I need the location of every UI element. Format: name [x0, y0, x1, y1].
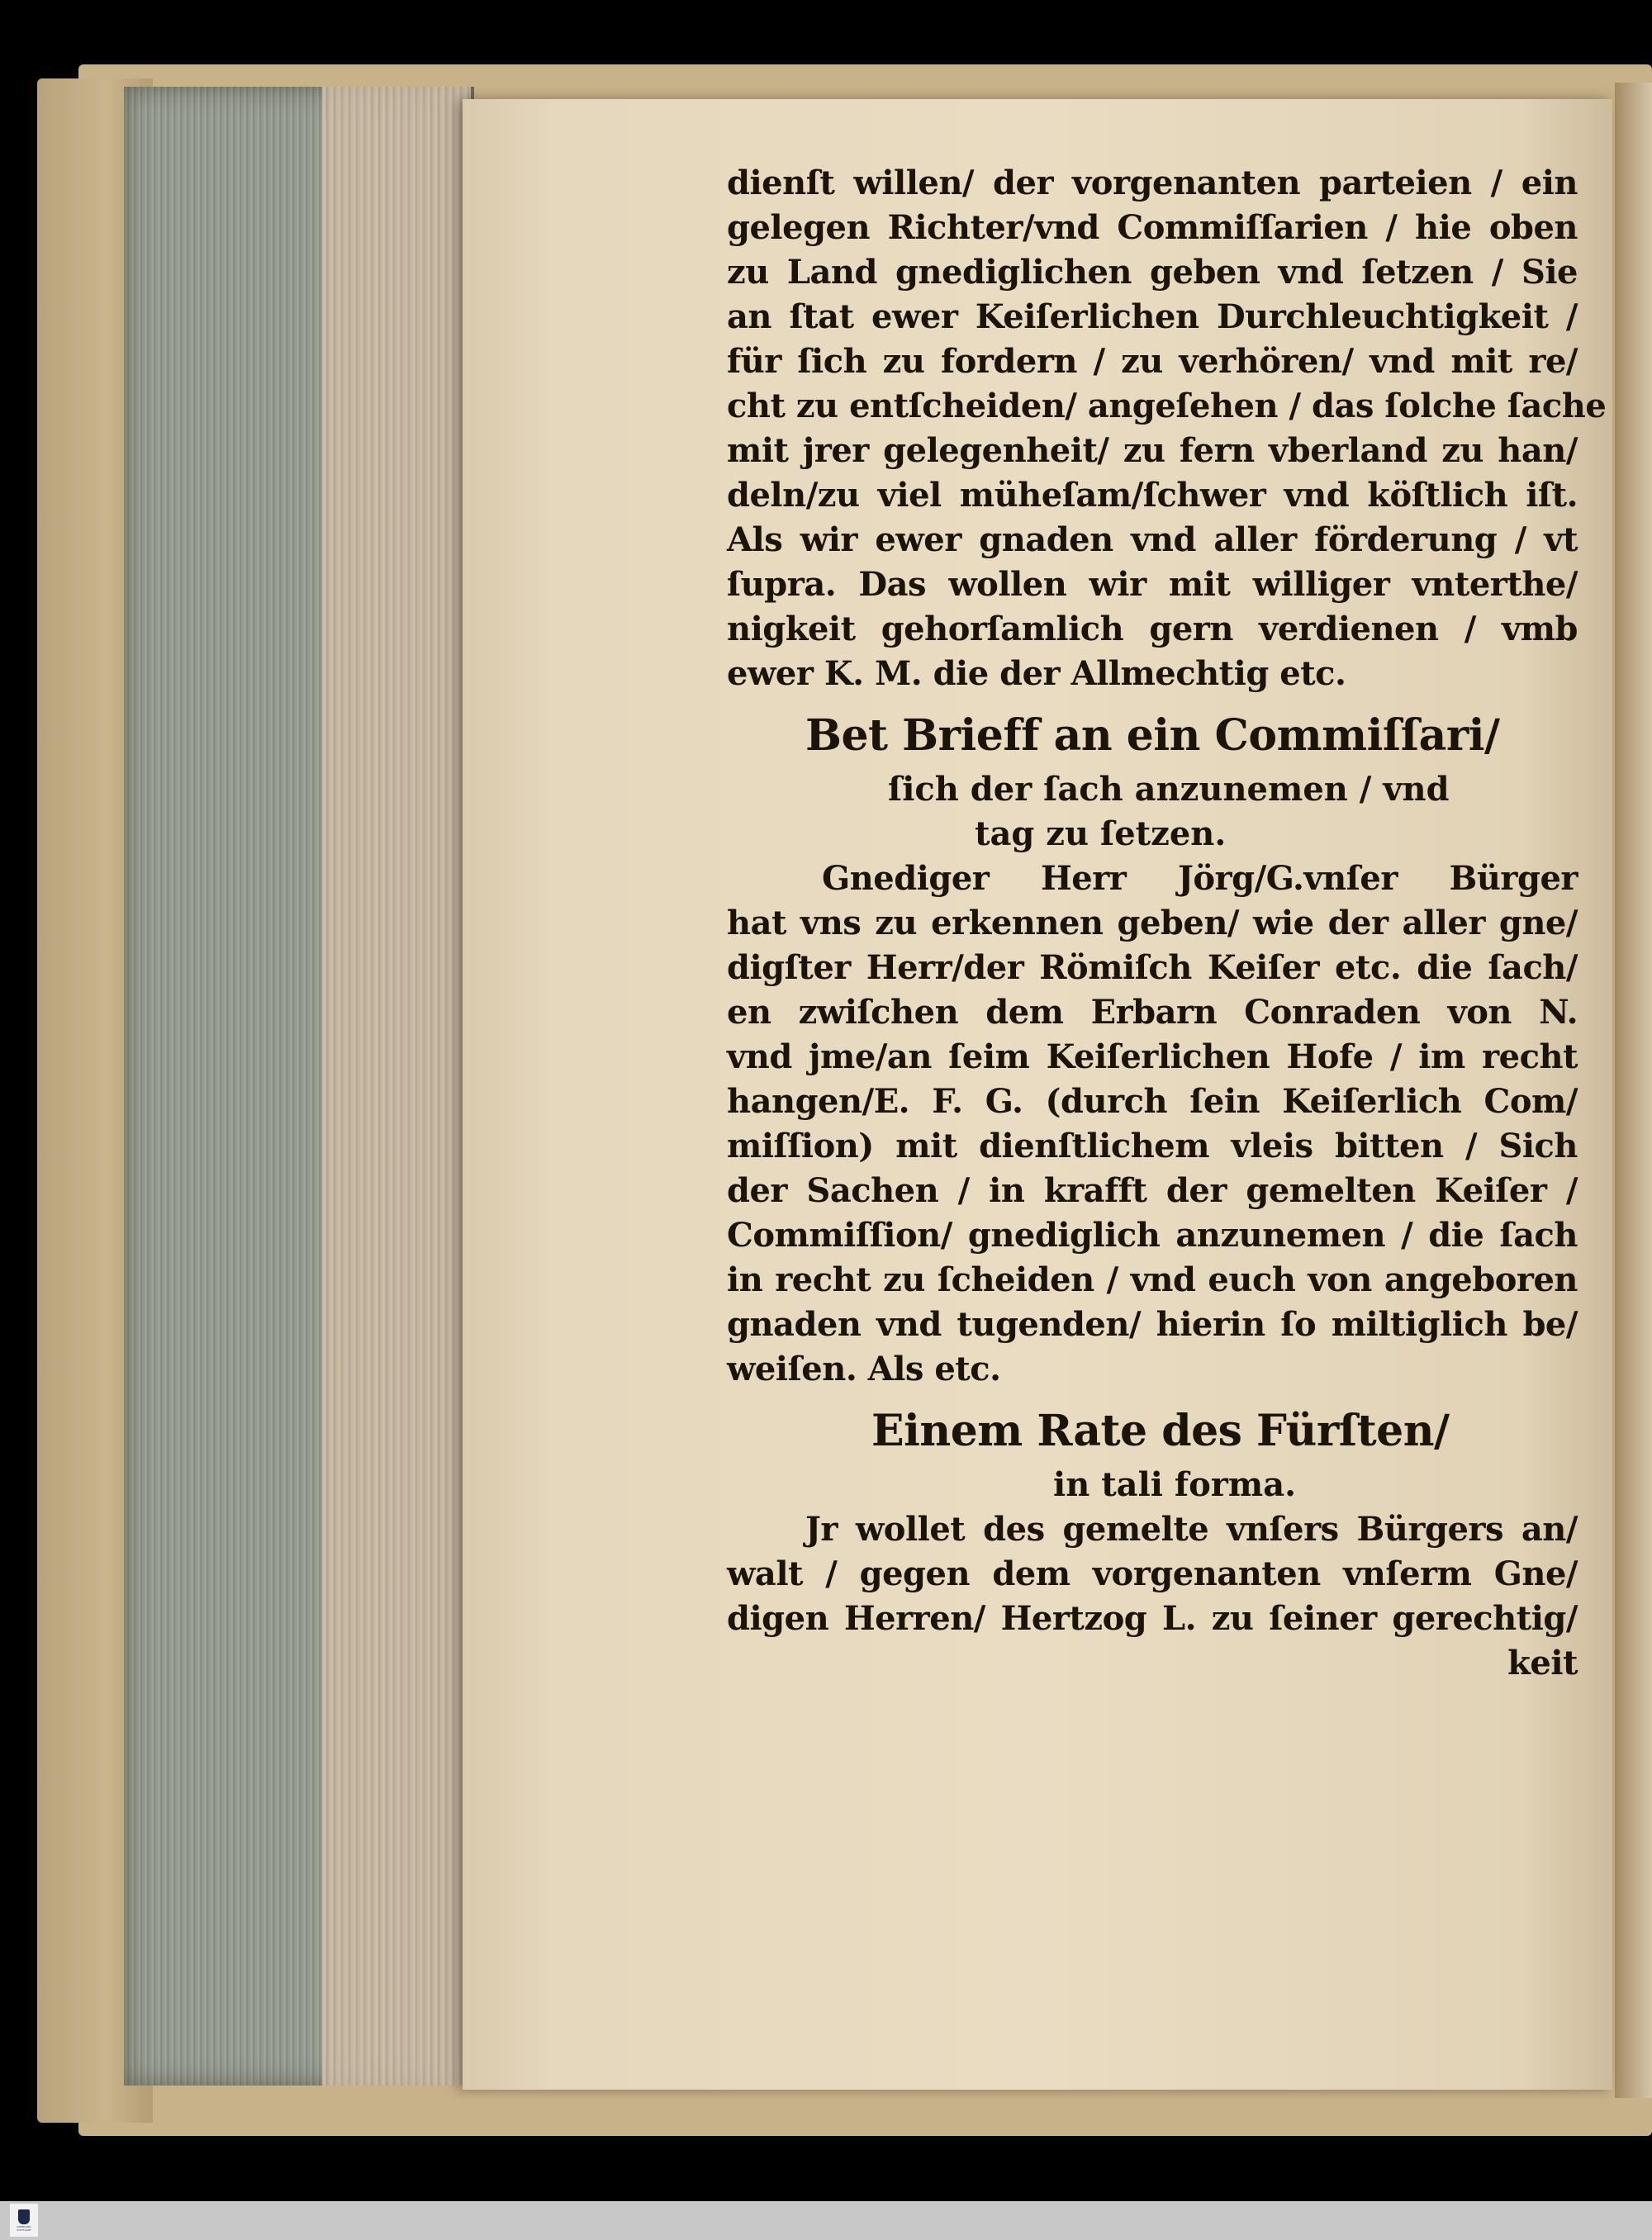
- section-heading: Bet Brieff an ein Commiſſari/: [805, 710, 1500, 761]
- page-block-edges-inner: [322, 87, 471, 2086]
- viewer-footer-bar: [0, 2201, 1652, 2240]
- text-line: Als wir ewer gnaden vnd aller förderung / vt: [727, 520, 1578, 559]
- section-subheading: in tali forma.: [1053, 1465, 1297, 1504]
- section-subheading: tag zu ſetzen.: [975, 814, 1227, 853]
- text-line: hangen/E. F. G. (durch ſein Keiſerlich Com/: [727, 1082, 1578, 1121]
- text-line: der Sachen / in krafft der gemelten Keiſer /: [727, 1171, 1578, 1210]
- text-line: digſter Herr/der Römiſch Keiſer etc. die ſach/: [727, 948, 1578, 987]
- section-heading: Einem Rate des Fürſten/: [871, 1406, 1450, 1456]
- text-line: gnaden vnd tugenden/ hierin ſo miltiglich be/: [727, 1305, 1578, 1344]
- text-line: hat vns zu erkennen geben/ wie der aller gne/: [727, 904, 1578, 942]
- text-line: in recht zu ſcheiden / vnd euch von angeboren: [727, 1260, 1578, 1299]
- text-line: dienſt willen/ der vorgenanten parteien / ein: [727, 164, 1578, 202]
- text-line: digen Herren/ Hertzog L. zu ſeiner gerechtig/: [727, 1599, 1578, 1638]
- text-line: Gnediger Herr Jörg/G.vnſer Bürger: [822, 859, 1578, 898]
- text-line: an ſtat ewer Keiſerlichen Durchleuchtigkeit /: [727, 297, 1578, 336]
- text-line: vnd jme/an ſeim Keiſerlichen Hofe / im recht: [727, 1037, 1578, 1076]
- text-line: nigkeit gehorſamlich gern verdienen / vmb: [727, 610, 1578, 648]
- text-line: mit jrer gelegenheit/ zu fern vberland zu han/: [727, 431, 1578, 470]
- page-text: [727, 161, 1607, 1686]
- text-line: miſſion) mit dienſtlichem vleis bitten / Sich: [727, 1127, 1578, 1165]
- section-subheading: ſich der ſach anzunemen / vnd: [888, 770, 1450, 809]
- text-line: en zwiſchen dem Erbarn Conraden von N.: [727, 993, 1578, 1032]
- text-line: für ſich zu fordern / zu verhören/ vnd mit re/: [727, 342, 1578, 381]
- text-line: ewer K. M. die der Allmechtig etc.: [727, 654, 1346, 693]
- catchword: keit: [1507, 1644, 1578, 1682]
- text-line: zu Land gnediglichen geben vnd ſetzen / Sie: [727, 253, 1578, 292]
- text-line: cht zu entſcheiden/ angeſehen / das ſolche ſache: [727, 387, 1607, 425]
- text-line: weiſen. Als etc.: [727, 1350, 1001, 1388]
- text-line: walt / gegen dem vorgenanten vnſerm Gne/: [727, 1554, 1578, 1593]
- library-logo-text: SAMMLUNG STUTTGART: [17, 2224, 31, 2232]
- text-line: Jr wollet des gemelte vnſers Bürgers an/: [805, 1510, 1578, 1549]
- library-logo-icon: [18, 2209, 30, 2224]
- text-line: deln/zu viel müheſam/ſchwer vnd köſtlich iſt.: [727, 476, 1578, 515]
- library-logo: [10, 2204, 38, 2237]
- facing-page-edge: [1615, 83, 1652, 2098]
- text-line: Commiſſion/ gnediglich anzunemen / die ſach: [727, 1216, 1578, 1255]
- text-line: gelegen Richter/vnd Commiſſarien / hie oben: [727, 208, 1578, 247]
- text-line: ſupra. Das wollen wir mit williger vnterthe/: [727, 565, 1578, 604]
